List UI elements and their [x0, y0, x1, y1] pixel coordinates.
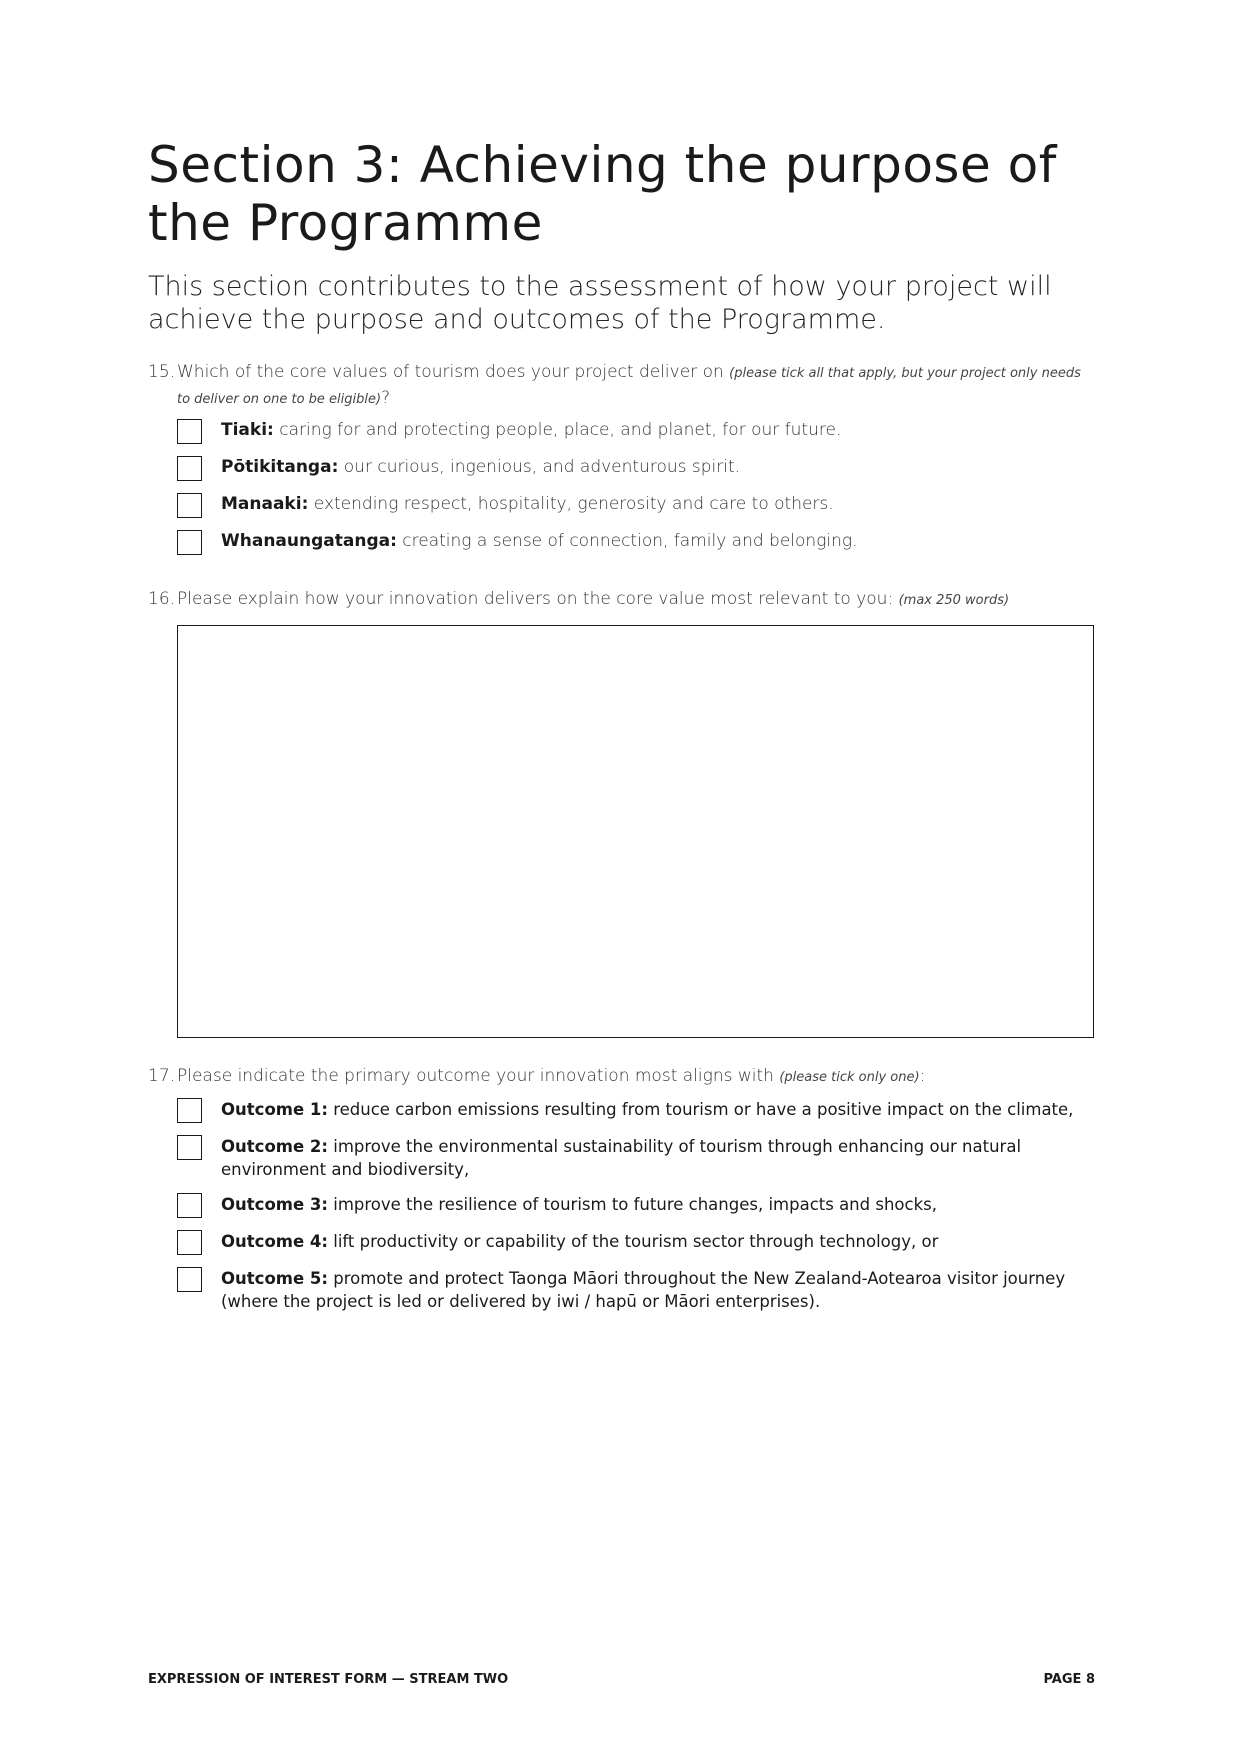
question-text: Please indicate the primary outcome your innovation most aligns with (please tick only one):: [177, 1066, 926, 1086]
option-text: Pōtikitanga: our curious, ingenious, and adventurous spirit.: [221, 457, 741, 477]
manaaki-checkbox[interactable]: [177, 493, 202, 518]
option-outcome-5[interactable]: [177, 1267, 1077, 1313]
section-intro: This section contributes to the assessment of how your project will achieve the purpose and outcomes of the Programme.: [148, 271, 1052, 335]
option-text: Tiaki: caring for and protecting people, place, and planet, for our future.: [221, 420, 842, 440]
option-outcome-1[interactable]: [177, 1098, 1077, 1123]
page-number: PAGE 8: [1043, 1672, 1095, 1687]
question-16: [148, 587, 1095, 613]
option-text: Outcome 3: improve the resilience of tourism to future changes, impacts and shocks,: [221, 1195, 937, 1214]
question-number: 15.: [148, 362, 176, 382]
option-whanaungatanga[interactable]: [177, 530, 1077, 555]
option-outcome-4[interactable]: [177, 1230, 1077, 1255]
question-note: (please tick only one): [779, 1070, 920, 1085]
option-text: Outcome 2: improve the environmental sustainability of tourism through enhancing our natural environment and biodiversity,: [221, 1137, 1022, 1179]
option-text: Outcome 1: reduce carbon emissions resulting from tourism or have a positive impact on the climate,: [221, 1100, 1074, 1119]
option-outcome-2[interactable]: [177, 1135, 1077, 1181]
outcome-5-checkbox[interactable]: [177, 1267, 202, 1292]
form-name: EXPRESSION OF INTEREST FORM — STREAM TWO: [148, 1672, 509, 1687]
question-number: 17.: [148, 1066, 176, 1086]
question-17: [148, 1064, 1095, 1090]
outcome-4-checkbox[interactable]: [177, 1230, 202, 1255]
question-15: [148, 360, 1095, 412]
option-text: Outcome 4: lift productivity or capability of the tourism sector through technology, or: [221, 1232, 939, 1251]
section-title: Section 3: Achieving the purpose of the Programme: [148, 136, 1057, 252]
option-text: Outcome 5: promote and protect Taonga Māori throughout the New Zealand-Aotearoa visitor journey (where the project is led or delivered by iwi / hapū or Māori enterprises).: [221, 1269, 1066, 1311]
question-number: 16.: [148, 589, 176, 609]
core-value-answer-textarea[interactable]: [177, 625, 1094, 1038]
outcome-2-checkbox[interactable]: [177, 1135, 202, 1160]
outcome-3-checkbox[interactable]: [177, 1193, 202, 1218]
option-text: Whanaungatanga: creating a sense of connection, family and belonging.: [221, 531, 858, 551]
core-values-options: [177, 419, 1077, 567]
option-potikitanga[interactable]: [177, 456, 1077, 481]
option-text: Manaaki: extending respect, hospitality, generosity and care to others.: [221, 494, 834, 514]
outcome-options: [177, 1098, 1077, 1325]
question-note: (max 250 words): [898, 593, 1010, 608]
outcome-1-checkbox[interactable]: [177, 1098, 202, 1123]
tiaki-checkbox[interactable]: [177, 419, 202, 444]
question-text: Please explain how your innovation delivers on the core value most relevant to you: (max 250 words): [177, 589, 1010, 609]
option-tiaki[interactable]: [177, 419, 1077, 444]
option-manaaki[interactable]: [177, 493, 1077, 518]
potikitanga-checkbox[interactable]: [177, 456, 202, 481]
form-page: [148, 0, 1095, 1754]
question-note: (please tick all that apply, but your project only needs to deliver on one to be eligible): [177, 366, 1081, 407]
whanaungatanga-checkbox[interactable]: [177, 530, 202, 555]
option-outcome-3[interactable]: [177, 1193, 1077, 1218]
question-text: Which of the core values of tourism does your project deliver on (please tick all that apply, but your project only needs to deliver on one to be eligible)?: [177, 362, 1081, 408]
